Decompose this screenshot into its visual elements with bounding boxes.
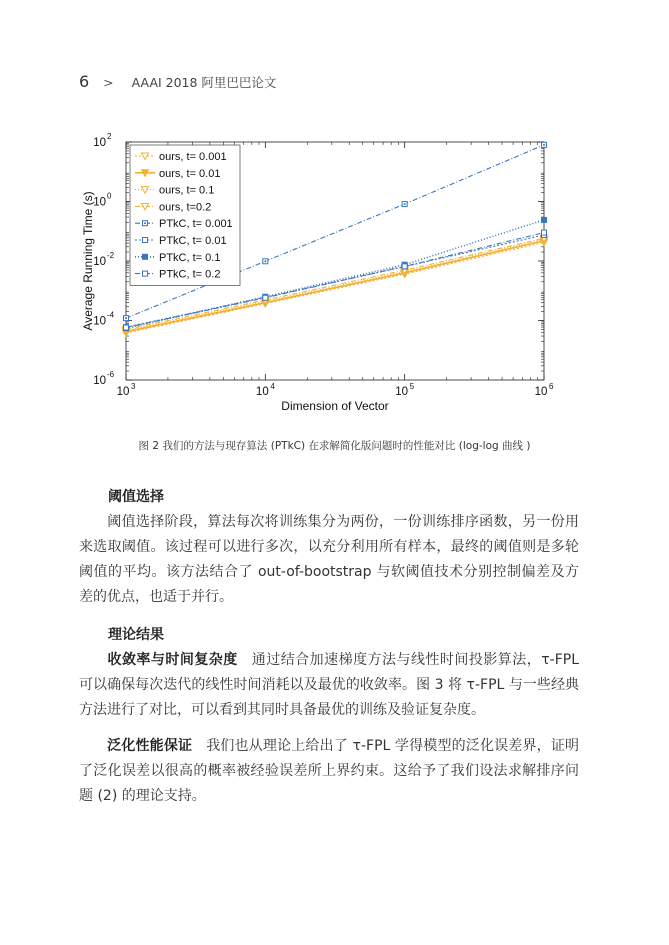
header-title: AAAI 2018 阿里巴巴论文 <box>131 75 277 90</box>
x-tick-exponent: 4 <box>270 382 275 391</box>
data-point <box>542 230 547 235</box>
page-number: 6 <box>79 72 90 91</box>
y-tick-exponent: -6 <box>107 370 115 379</box>
y-axis-label: Average Running Time (s) <box>81 191 95 331</box>
x-tick-exponent: 6 <box>549 382 554 391</box>
paragraph-lead: 收敛率与时间复杂度 <box>107 652 238 668</box>
y-tick-exponent: 2 <box>107 132 112 141</box>
legend-label: ours, t= 0.1 <box>159 184 215 197</box>
chart-legend <box>130 145 240 285</box>
paragraph-text: 我们也从理论上给出了 τ-FPL 学得模型的泛化误差界，证明了泛化误差以很高的概率被经验误差所上界约束。这给予了我们设法求解排序问题 (2) 的理论支持。 <box>79 738 579 804</box>
x-axis-label: Dimension of Vector <box>281 399 389 413</box>
legend-label: PTkC, t= 0.01 <box>159 235 227 247</box>
figure-caption: 图 2 我们的方法与现存算法 (PTkC) 在求解简化版问题时的性能对比 (log-log 曲线 ) <box>138 440 531 452</box>
header-separator: > <box>103 75 114 90</box>
paragraph-text: 通过结合加速梯度方法与线性时间投影算法，τ-FPL 可以确保每次迭代的线性时间消耗以及最优的收敛率。图 3 将 τ-FPL 与一些经典方法进行了对比，可以看到其同时具备最优的训练及验证复杂度。 <box>79 652 580 718</box>
data-point <box>124 325 129 330</box>
y-tick-label: 10 <box>93 315 106 328</box>
running-header <box>79 72 276 91</box>
paragraph-lead: 泛化性能保证 <box>107 738 193 754</box>
legend-marker <box>143 238 148 243</box>
y-tick-label: 10 <box>93 375 106 387</box>
y-tick-label: 10 <box>93 256 106 268</box>
y-tick-exponent: -4 <box>107 310 115 320</box>
y-tick-label: 10 <box>93 196 106 209</box>
legend-label: PTkC, t= 0.1 <box>159 251 221 264</box>
x-tick-label: 10 <box>534 386 548 398</box>
legend-label: PTkC, t= 0.001 <box>159 218 233 231</box>
data-point-dot <box>125 317 127 319</box>
running-time-chart <box>78 128 578 418</box>
y-tick-exponent: -2 <box>107 251 115 260</box>
data-point-dot <box>543 144 545 146</box>
section-heading-threshold: 阈值选择 <box>108 489 164 505</box>
x-tick-exponent: 5 <box>409 382 415 391</box>
data-point-dot <box>404 203 406 205</box>
legend-marker <box>143 254 148 259</box>
paragraph-text: 阈值选择阶段，算法每次将训练集分为两份，一份训练排序函数，另一份用来选取阈值。该过程可以进行多次，以充分利用所有样本，最终的阈值则是多轮阈值的平均。该方法结合了 out-of-bootstrap 与软阈值技术分别控制偏差及方差的优点，也适于并行。 <box>79 514 579 605</box>
x-tick-label: 10 <box>255 386 269 398</box>
data-point <box>263 295 268 300</box>
legend-label: ours, t= 0.001 <box>159 151 227 163</box>
x-tick-exponent: 3 <box>131 382 136 391</box>
x-tick-label: 10 <box>116 386 130 398</box>
legend-marker <box>143 271 148 276</box>
legend-label: PTkC, t= 0.2 <box>159 268 221 281</box>
paragraph-convergence <box>79 648 579 723</box>
legend-label: ours, t=0.2 <box>159 201 212 214</box>
legend-marker-dot <box>144 222 146 224</box>
paragraph-threshold <box>79 510 579 610</box>
data-point-dot <box>264 260 266 262</box>
data-point <box>542 217 547 222</box>
y-tick-label: 10 <box>93 137 106 149</box>
y-tick-exponent: 0 <box>107 191 112 201</box>
x-tick-label: 10 <box>395 386 409 398</box>
legend-label: ours, t= 0.01 <box>159 167 221 180</box>
paragraph-generalization <box>79 734 579 809</box>
legend-box <box>130 145 240 285</box>
data-point <box>402 264 407 269</box>
section-heading-theory: 理论结果 <box>108 627 164 643</box>
